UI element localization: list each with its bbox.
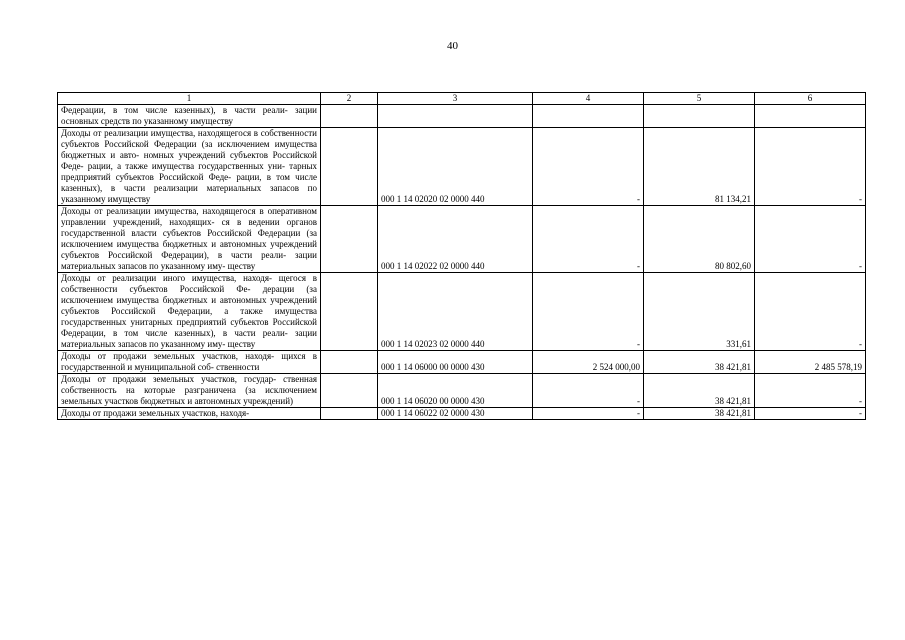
column-2-cell	[321, 105, 378, 128]
remaining-amount-cell: -	[755, 374, 866, 408]
description-line: собственности субъектов Российской Федерации	[61, 128, 317, 149]
row-description	[58, 206, 321, 273]
description-line: Федерации, в том числе казенных), в части реали-	[61, 105, 288, 115]
budget-code-cell: 000 1 14 06000 00 0000 430	[378, 351, 533, 374]
description-line: ществу	[227, 339, 256, 349]
row-description	[58, 408, 321, 420]
description-line: субъектов Российской Федерации), в части реали-	[61, 250, 287, 260]
remaining-amount-cell: 2 485 578,19	[755, 351, 866, 374]
planned-amount-cell: -	[533, 408, 644, 420]
executed-amount-cell: 38 421,81	[644, 408, 755, 420]
description-line: зации материальных запасов по указанному иму-	[61, 328, 317, 349]
table-row	[58, 273, 866, 351]
description-line: ся в ведении органов государственной власти	[61, 217, 318, 238]
description-line: субъектов Российской Федерации (за исключением	[61, 228, 318, 249]
column-2-cell	[321, 128, 378, 206]
description-line: материальных запасов по указанному имуществу	[61, 183, 317, 204]
executed-amount-cell: 80 802,60	[644, 206, 755, 273]
column-2-cell	[321, 374, 378, 408]
description-line: оперативном управлении учреждений, находящих-	[61, 206, 317, 227]
description-line: Доходы от продажи земельных участков, государ-	[61, 374, 277, 384]
planned-amount-cell: 2 524 000,00	[533, 351, 644, 374]
page-number: 40	[447, 40, 458, 52]
description-line: Доходы от реализации иного имущества, находя-	[61, 273, 272, 283]
planned-amount-cell: -	[533, 374, 644, 408]
column-header: 2	[321, 93, 378, 105]
column-header: 3	[378, 93, 533, 105]
column-header: 5	[644, 93, 755, 105]
executed-amount-cell: 38 421,81	[644, 374, 755, 408]
table-row	[58, 105, 866, 128]
row-description	[58, 105, 321, 128]
remaining-amount-cell	[755, 105, 866, 128]
column-2-cell	[321, 273, 378, 351]
description-line: Доходы от продажи земельных участков, находя-	[61, 408, 250, 418]
header-row	[58, 93, 866, 105]
table-row	[58, 206, 866, 273]
column-2-cell	[321, 408, 378, 420]
description-line: и автономных учреждений)	[187, 396, 294, 406]
column-2-cell	[321, 351, 378, 374]
table-row	[58, 374, 866, 408]
description-line: ственная собственность на которые разграничена	[61, 374, 317, 395]
description-line: ственности	[216, 362, 260, 372]
description-line: дерации (за исключением имущества бюджетных и	[61, 284, 317, 305]
column-header: 4	[533, 93, 644, 105]
column-header: 1	[58, 93, 321, 105]
description-line: тарных предприятий субъектов Российской Феде-	[61, 161, 318, 182]
table-row	[58, 351, 866, 374]
description-line: (за исключением имущества бюджетных и авто-	[61, 139, 317, 160]
row-description	[58, 351, 321, 374]
planned-amount-cell: -	[533, 128, 644, 206]
row-description	[58, 128, 321, 206]
remaining-amount-cell: -	[755, 128, 866, 206]
description-line: Доходы от продажи земельных участков, находя-	[61, 351, 275, 361]
executed-amount-cell: 331,61	[644, 273, 755, 351]
description-line: Федерации, а также имущества государственных	[61, 306, 318, 327]
table-row	[58, 408, 866, 420]
description-line: (за исключением земельных участков бюджетных	[61, 385, 317, 406]
planned-amount-cell: -	[533, 206, 644, 273]
remaining-amount-cell: -	[755, 273, 866, 351]
row-description	[58, 374, 321, 408]
table-body	[58, 105, 866, 420]
description-line: щегося в собственности субъектов Российской Фе-	[61, 273, 318, 294]
planned-amount-cell: -	[533, 273, 644, 351]
executed-amount-cell	[644, 105, 755, 128]
row-description	[58, 273, 321, 351]
description-line: зации материальных запасов по указанному иму-	[61, 250, 317, 271]
description-line: рации, в том числе казенных), в части реализации	[61, 172, 317, 193]
description-line: зации основных средств по указанному имуществу	[61, 105, 317, 126]
executed-amount-cell: 38 421,81	[644, 351, 755, 374]
table-row	[58, 128, 866, 206]
description-line: имущества бюджетных и автономных учреждений	[116, 239, 317, 249]
budget-code-cell	[378, 105, 533, 128]
description-line: Федерации, в том числе казенных), в части реали-	[61, 328, 288, 338]
executed-amount-cell: 81 134,21	[644, 128, 755, 206]
budget-code-cell: 000 1 14 06022 02 0000 430	[378, 408, 533, 420]
description-line: ществу	[227, 261, 256, 271]
column-header: 6	[755, 93, 866, 105]
description-line: рации, а также имущества государственных уни-	[87, 161, 285, 171]
column-2-cell	[321, 206, 378, 273]
budget-code-cell: 000 1 14 06020 00 0000 430	[378, 374, 533, 408]
description-line: Доходы от реализации имущества, находящегося в	[61, 206, 264, 216]
budget-code-cell: 000 1 14 02023 02 0000 440	[378, 273, 533, 351]
description-line: номных учреждений субъектов Российской Феде-	[61, 150, 317, 171]
description-line: унитарных предприятий субъектов Российской	[130, 317, 318, 327]
remaining-amount-cell: -	[755, 408, 866, 420]
budget-code-cell: 000 1 14 02022 02 0000 440	[378, 206, 533, 273]
budget-table	[57, 92, 866, 420]
description-line: щихся в государственной и муниципальной соб-	[61, 351, 318, 372]
planned-amount-cell	[533, 105, 644, 128]
budget-code-cell: 000 1 14 02020 02 0000 440	[378, 128, 533, 206]
description-line: автономных учреждений субъектов Российской	[61, 295, 317, 316]
description-line: Доходы от реализации имущества, находящегося в	[61, 128, 259, 138]
remaining-amount-cell: -	[755, 206, 866, 273]
